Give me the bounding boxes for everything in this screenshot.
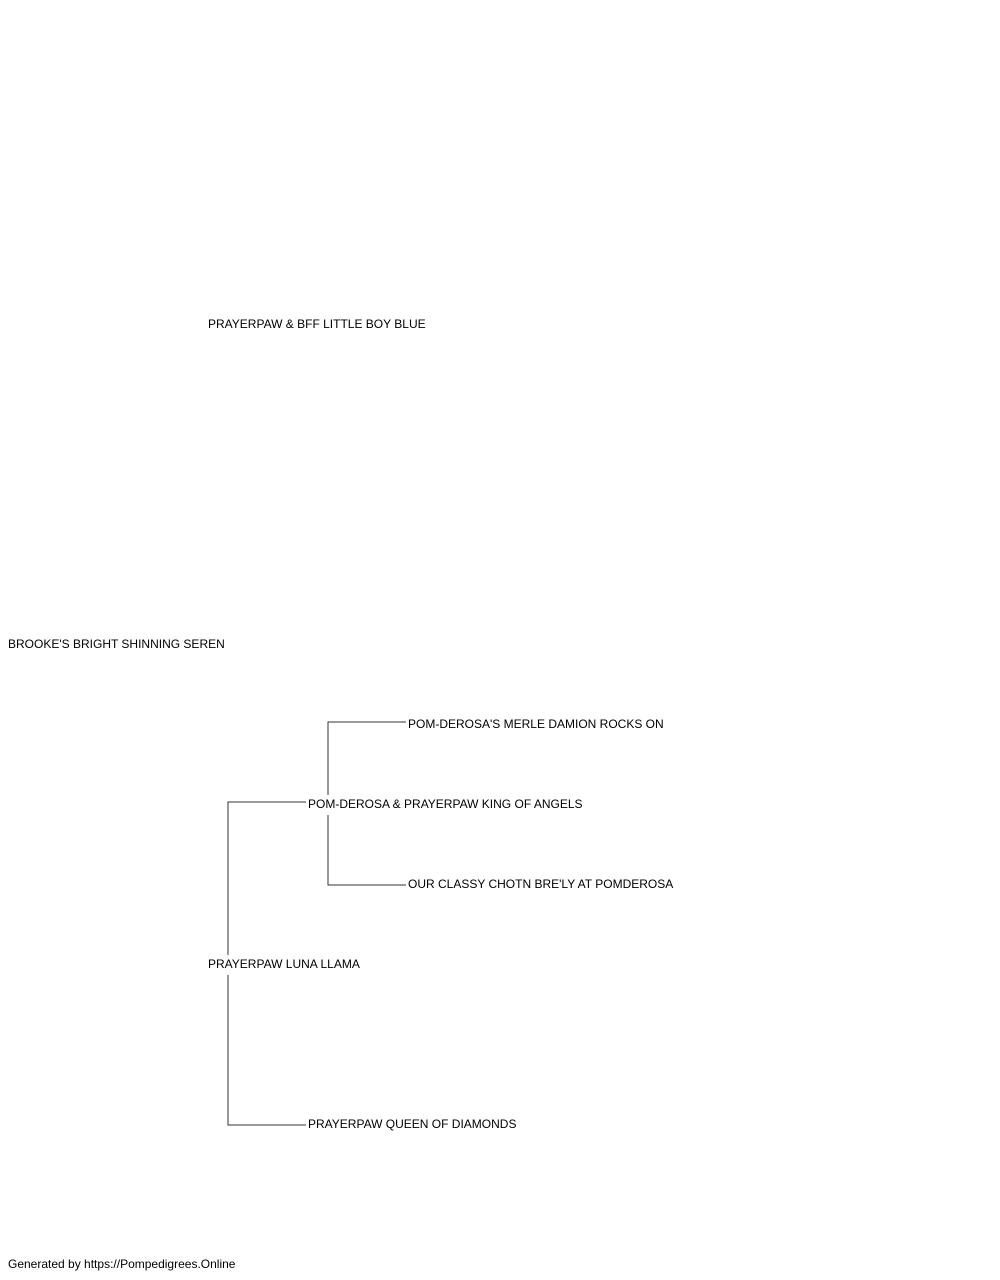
subject-name: BROOKE'S BRIGHT SHINNING SEREN [8,637,225,651]
maternal-grandsire-dam-name: OUR CLASSY CHOTN BRE'LY AT POMDEROSA [408,877,674,891]
footer-credit: Generated by https://Pompedigrees.Online [8,1257,236,1271]
connector-grandsire-to-sire [328,722,406,795]
dam-name: PRAYERPAW LUNA LLAMA [208,957,360,971]
connector-dam-to-dam [228,975,306,1125]
sire-name: PRAYERPAW & BFF LITTLE BOY BLUE [208,317,426,331]
connector-grandsire-to-dam [328,815,406,885]
maternal-grandsire-sire-name: POM-DEROSA'S MERLE DAMION ROCKS ON [408,717,664,731]
maternal-grandsire-name: POM-DEROSA & PRAYERPAW KING OF ANGELS [308,797,583,811]
maternal-granddam-name: PRAYERPAW QUEEN OF DIAMONDS [308,1117,517,1131]
connector-dam-to-sire [228,802,306,955]
